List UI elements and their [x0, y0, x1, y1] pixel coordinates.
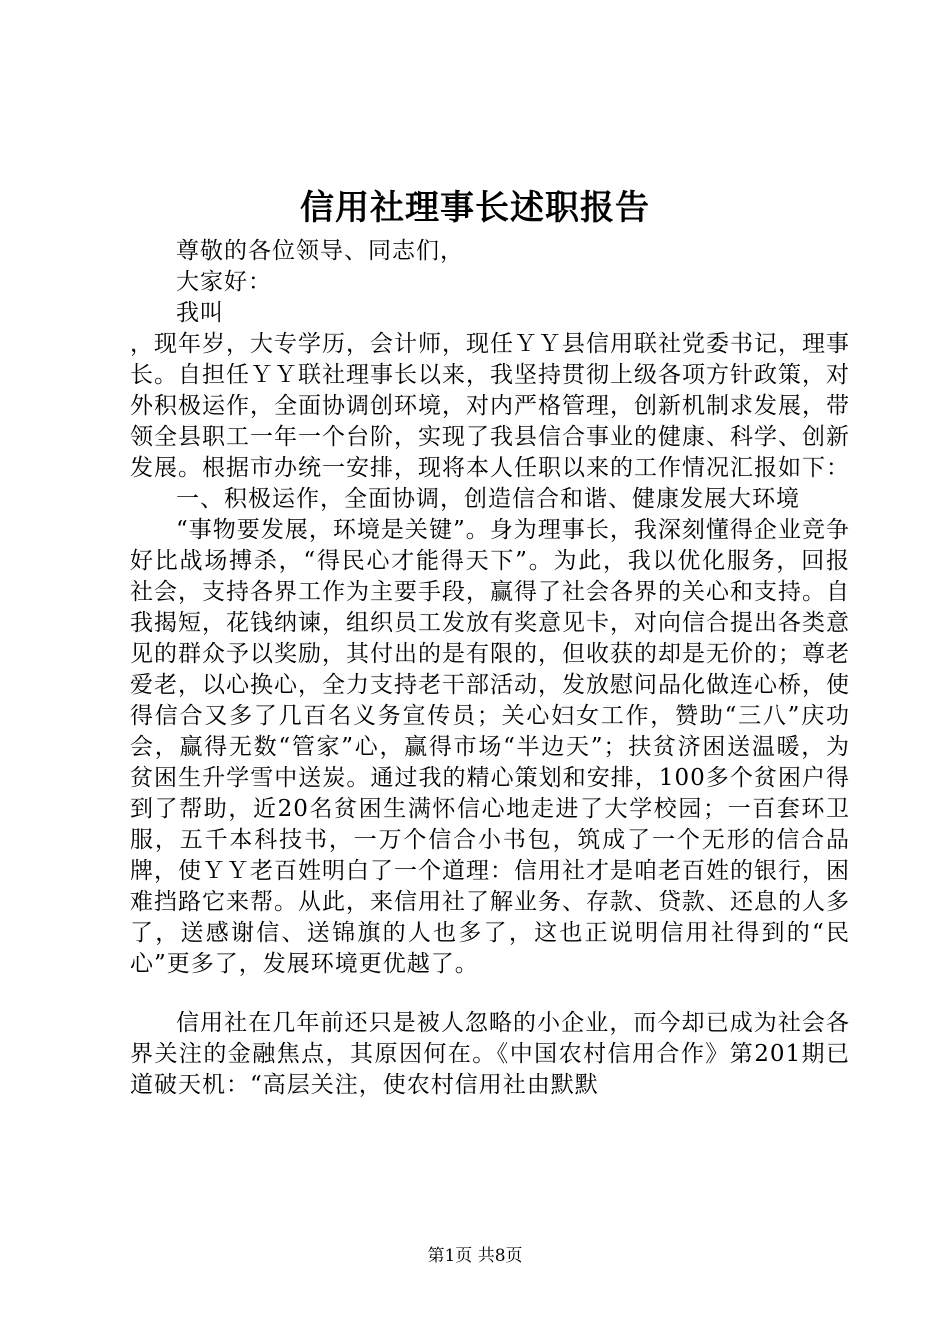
paragraph-attention: 信用社在几年前还只是被人忽略的小企业，而今却已成为社会各界关注的金融焦点，其原因何在。《中国农村信用合作》第201期已道破天机：“高层关注，使农村信用社由默默 — [130, 1010, 850, 1098]
page-number-footer: 第1页 共8页 — [427, 1246, 523, 1266]
paragraph-environment: “事物要发展，环境是关键”。身为理事长，我深刻懂得企业竞争好比战场搏杀，“得民心才能得天下”。为此，我以优化服务，回报社会，支持各界工作为主要手段，赢得了社会各界的关心和支持。自我揭短，花钱纳谏，组织员工发放有奖意见卡，对向信合提出各类意见的群众予以奖励，其付出的是有限的，但收获的却是无价的；尊老爱老，以心换心，全力支持老干部活动，发放慰问品化做连心桥，使得信合又多了几百名义务宣传员；关心妇女工作，赞助“三八”庆功会，赢得无数“管家”心，赢得市场“半边天”；扶贫济困送温暖，为贫困生升学雪中送炭。通过我的精心策划和安排，100多个贫困户得到了帮助，近20名贫困生满怀信心地走进了大学校园；一百套环卫服，五千本科技书，一万个信合小书包，筑成了一个无形的信合品牌，使ＹＹ老百姓明白了一个道理：信用社才是咱老百姓的银行，困难挡路它来帮。从此，来信用社了解业务、存款、贷款、还息的人多了，送感谢信、送锦旗的人也多了，这也正说明信用社得到的“民心”更多了，发展环境更优越了。 — [130, 517, 850, 977]
self-introduction: 我叫 — [176, 300, 224, 326]
paragraph-background: ，现年岁，大专学历，会计师，现任ＹＹ县信用联社党委书记，理事长。自担任ＹＹ联社理事长以来，我坚持贯彻上级各项方针政策，对外积极运作，全面协调创环境，对内严格管理，创新机制求发展，带领全县职工一年一个台阶，实现了我县信合事业的健康、科学、创新发展。根据市办统一安排，现将本人任职以来的工作情况汇报如下： — [130, 331, 850, 481]
section-heading-1: 一、积极运作，全面协调，创造信合和谐、健康发展大环境 — [176, 486, 800, 512]
salutation: 尊敬的各位领导、同志们， — [176, 238, 464, 264]
greeting: 大家好： — [176, 269, 272, 295]
document-title: 信用社理事长述职报告 — [300, 188, 650, 228]
document-body — [130, 236, 850, 1101]
